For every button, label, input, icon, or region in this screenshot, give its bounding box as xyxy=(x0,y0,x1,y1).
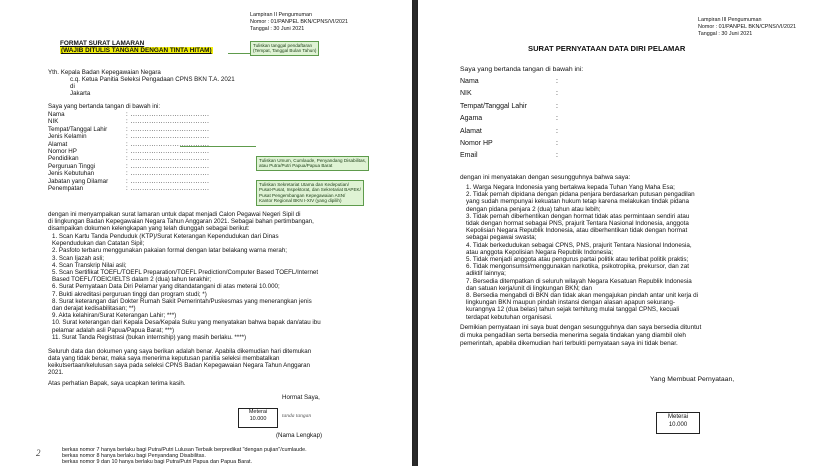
list-item: 6. Surat Pernyataan Data Diri Pelamar yang ditandatangani di atas meterai 10.000; xyxy=(52,283,280,291)
tanggal-label: Tanggal : 30 Juni 2021 xyxy=(250,26,305,32)
field-blank: : .................................. xyxy=(126,125,210,133)
thanks-line: Atas perhatian Bapak, saya ucapkan terima kasih. xyxy=(48,380,186,387)
field-blank: : .................................. xyxy=(126,162,210,170)
field-blank: : .................................. xyxy=(126,170,210,178)
lampiran-label: Lampiran III Pengumuman xyxy=(698,17,762,23)
field-label: Tempat/Tanggal Lahir xyxy=(48,125,108,133)
field-label: NIK xyxy=(460,90,472,98)
footnote: berkas nomor 9 dan 10 hanya berlaku bagi Putra/Putri Papua dan Papua Barat. xyxy=(62,459,252,465)
page-title: FORMAT SURAT LAMARAN xyxy=(60,40,145,47)
document-list xyxy=(52,233,321,341)
field-label: Agama xyxy=(460,115,483,123)
field-blank: : .................................. xyxy=(126,185,210,192)
body-line: disampaikan dokumen kelengkapan yang telah diunggah sebagai berikut: xyxy=(48,225,250,232)
surat-lamaran-page xyxy=(0,0,412,466)
list-item: 9. Akta kelahiran/Surat Keterangan Lahir; ***) xyxy=(52,312,177,320)
field-label: Tempat/Tanggal Lahir xyxy=(460,102,527,110)
field-blank: : .................................. xyxy=(126,111,210,118)
footnote-marker: 2 xyxy=(36,448,41,458)
closing-line: di muka pengadilan serta bersedia menerima segala tindakan yang diambil oleh xyxy=(460,332,686,339)
closing-line: data yang tidak benar, maka saya menerima keputusan panitia seleksi membatalkan xyxy=(48,355,280,362)
intro-text: Saya yang bertanda tangan di bawah ini: xyxy=(460,66,584,73)
nama-lengkap-label: (Nama Lengkap) xyxy=(276,432,323,439)
note-text: Pusat-Pusat, Inspektorat, dan Sekretariat BAPEK/ xyxy=(259,187,361,193)
list-item: atau anggota Kepolisian Negara Republik Indonesia; xyxy=(466,248,614,256)
list-item: 2. Tidak pernah dipidana dengan pidana penjara berdasarkan putusan pengadilan xyxy=(466,191,695,199)
field-colon: : xyxy=(556,152,558,160)
field-colon: : xyxy=(556,90,558,98)
list-item: dengan pidana penjara 2 (dua) tahun atau lebih; xyxy=(466,205,601,213)
field-blank: : .................................. xyxy=(126,140,210,148)
field-label: Nama xyxy=(48,111,65,118)
list-item: 4. Tidak berkedudukan sebagai CPNS, PNS, prajurit Tentara Nasional Indonesia, xyxy=(466,241,692,249)
list-item: 1. Scan Kartu Tanda Penduduk (KTP)/Surat Keterangan Kependudukan dari Dinas xyxy=(52,233,279,240)
field-label: Perguruan Tinggi xyxy=(48,162,96,170)
list-item: adiktif lainnya; xyxy=(466,270,506,278)
footnote: berkas nomor 7 hanya berlaku bagi Putra/Putri Lulusan Terbaik berpredikat "dengan pujian"/cumlaude. xyxy=(62,447,307,453)
list-item: terdapat kebutuhan organisasi. xyxy=(466,313,553,321)
meterai-value: 10.000 xyxy=(249,416,267,422)
list-item: 7. Bersedia ditempatkan di seluruh wilayah Negara Kesatuan Republik Indonesia xyxy=(466,277,692,285)
closing-line: 2021. xyxy=(48,369,64,376)
closing-line: pemerintah, apabila dikemudian hari terbukti pernyataan saya ini tidak benar. xyxy=(460,340,678,347)
address-line: Jakarta xyxy=(70,90,91,97)
field-colon: : xyxy=(556,115,558,123)
meterai-stamp xyxy=(656,412,700,434)
body-line: di lingkungan Badan Kepegawaian Negara Tahun Anggaran 2021. Sebagai bahan pertimbangan, xyxy=(48,218,314,225)
note-text: Tuliskan tanggal pendaftaran xyxy=(253,43,313,48)
closing-line: keikutsertaan/kelulusan saya pada seleksi CPNS Badan Kepegawaian Negara Tahun Anggaran xyxy=(48,362,310,369)
nomor-label: Nomor : 01/PANPEL BKN/CPNS/VI/2021 xyxy=(698,24,796,30)
field-label: NIK xyxy=(48,118,59,126)
field-label: Nomor HP xyxy=(48,148,77,155)
list-item: 8. Bersedia mengabdi di BKN dan tidak akan mengajukan pindah antar unit kerja di xyxy=(466,292,699,300)
yang-membuat-label: Yang Membuat Pernyataan, xyxy=(650,376,735,383)
meterai-label: Meterai xyxy=(248,409,268,415)
list-item: pelamar adalah asli Papua/Papua Barat; ***) xyxy=(52,326,175,334)
note-leader xyxy=(228,53,250,54)
field-blank: : .................................. xyxy=(126,133,210,141)
field-label: Nomor HP xyxy=(460,140,493,147)
list-item: yang sudah mempunyai kekuatan hukum tetap karena melakukan tindak pidana xyxy=(466,198,689,206)
list-item: Based TOEFL/TOEIC/IELTS dalam 2 (dua) tahun terakhir; xyxy=(52,276,212,284)
field-label: Penempatan xyxy=(48,185,84,192)
note-text: Kantor Regional BKN I-XIV (yang dipilih) xyxy=(259,198,342,204)
note-text: Tuliskan Umum, Cumlaude, Penyandang Disabilitas, xyxy=(259,158,367,163)
list-item: Kependudukan dan Catatan Sipil; xyxy=(52,240,145,248)
list-item: 1. Warga Negara Indonesia yang bertakwa kepada Tuhan Yang Maha Esa; xyxy=(466,184,675,191)
list-item: kurangnya 12 (dua belas) tahun sejak terhitung mulai tanggal CPNS, kecuali xyxy=(466,306,680,314)
list-item: 6. Tidak mengonsumsi/menggunakan narkotika, psikotropika, prekursor, dan zat xyxy=(466,263,689,271)
signature-placeholder: tanda tangan xyxy=(282,413,312,419)
field-blank: : .................................. xyxy=(126,155,210,163)
address-line: Yth. Kepala Badan Kepegawaian Negara xyxy=(48,69,161,76)
statement-list xyxy=(466,184,698,321)
list-item: 4. Scan Transkrip Nilai asli; xyxy=(52,261,127,269)
page-title: SURAT PERNYATAAN DATA DIRI PELAMAR xyxy=(528,44,686,53)
meterai-value: 10.000 xyxy=(668,422,688,428)
note-text: (Tempat, Tanggal Bulan Tahun) xyxy=(253,48,317,54)
body-line: dengan ini menyampaikan surat lamaran untuk dapat menjadi Calon Pegawai Negeri Sipil di xyxy=(48,211,301,218)
footnote: berkas nomor 8 hanya berlaku bagi Penyandang Disabilitas. xyxy=(62,453,206,459)
closing-line: Seluruh data dan dokumen yang saya berikan adalah benar. Apabila dikemudian hari ditemukan xyxy=(48,348,312,355)
list-item: 5. Scan Sertifikat TOEFL/TOEFL Preparation/TOEFL Prediction/Computer Based TOEFL/Internet xyxy=(52,269,319,277)
list-item: 10. Surat keterangan dari Kepala Desa/Kepala Suku yang menyatakan bahwa bapak dan/atau ibu xyxy=(52,319,321,327)
subtitle-highlight: (WAJIB DITULIS TANGAN DENGAN TINTA HITAM) xyxy=(61,47,212,54)
list-item: tidak dengan hormat sebagai PNS, prajurit Tentara Nasional Indonesia, anggota xyxy=(466,220,689,228)
field-colon: : xyxy=(556,140,558,147)
tanggal-label: Tanggal : 30 Juni 2021 xyxy=(698,31,753,37)
list-item: Kepolisian Negara Republik Indonesia, atau diberhentikan tidak dengan hormat xyxy=(466,227,688,235)
hormat-label: Hormat Saya, xyxy=(282,394,320,401)
list-item: 2. Pasfoto terbaru menggunakan pakaian formal dengan latar belakang warna merah; xyxy=(52,247,287,255)
note-text: Tuliskan Sekretariat Utama dan Kedeputian/ xyxy=(259,182,349,187)
note-text: Pusat Pengembangan Kepegawaian ASN/ xyxy=(259,192,346,198)
field-colon: : xyxy=(556,127,558,135)
list-item: sebagai pegawai swasta; xyxy=(466,234,537,242)
list-item: 7. Bukti akreditasi perguruan tinggi dan program studi; *) xyxy=(52,290,207,298)
field-label: Email xyxy=(460,152,478,160)
address-line: c.q. Ketua Panitia Seleksi Pengadaan CPNS BKN T.A. 2021 xyxy=(70,76,235,83)
list-item: 8. Surat keterangan dari Dokter Rumah Sakit Pemerintah/Puskesmas yang menerangkan jenis xyxy=(52,297,312,305)
intro-text: Saya yang bertanda tangan di bawah ini: xyxy=(48,103,161,110)
note-tanggal xyxy=(250,41,319,56)
list-item: lingkungan BKN maupun pindah instansi dengan alasan apapun sekurang- xyxy=(466,299,675,307)
field-label: Nama xyxy=(460,78,479,85)
list-item: 5. Tidak menjadi anggota atau pengurus partai politik atau terlibat politik praktis; xyxy=(466,256,689,264)
field-label: Alamat xyxy=(48,140,68,148)
statement-intro: dengan ini menyatakan dengan sesungguhnya bahwa saya: xyxy=(460,174,631,181)
list-item: 11. Surat Tanda Registrasi (bukan internship) yang masih berlaku. ****) xyxy=(52,333,247,341)
field-blank: : .................................. xyxy=(126,177,210,185)
note-text: atau Putra/Putri Papua/Papua Barat xyxy=(259,163,333,169)
list-item: dan satuan kerja/unit di lingkungan BKN; dan xyxy=(466,284,593,292)
address-line: di xyxy=(70,83,75,90)
list-item: 3. Tidak pernah diberhentikan dengan hormat tidak atas permintaan sendiri atau xyxy=(466,212,690,220)
list-item: dan derajat kedisabilitasan; **) xyxy=(52,305,136,313)
field-colon: : xyxy=(556,102,558,110)
nomor-label: Nomor : 01/PANPEL BKN/CPNS/VI/2021 xyxy=(250,19,348,25)
field-label: Pendidikan xyxy=(48,155,79,163)
field-label: Jenis Kelamin xyxy=(48,133,87,141)
page-subtitle xyxy=(60,47,213,54)
list-item: 3. Scan Ijazah asli; xyxy=(52,254,104,262)
note-penempatan xyxy=(256,180,364,206)
surat-pernyataan-page xyxy=(418,0,830,466)
field-label: Alamat xyxy=(460,127,482,135)
field-blank: : .................................. xyxy=(126,148,210,155)
field-label: Jenis Kebutuhan xyxy=(48,170,95,178)
field-colon: : xyxy=(556,78,558,85)
meterai-stamp xyxy=(238,408,278,428)
meterai-label: Meterai xyxy=(667,414,688,420)
closing-line: Demikian pernyataan ini saya buat dengan sesungguhnya dan saya bersedia dituntut xyxy=(460,324,702,331)
note-pendidikan xyxy=(256,156,369,171)
field-label: Jabatan yang Dilamar xyxy=(48,177,109,185)
note-leader xyxy=(180,146,256,147)
field-blank: : .................................. xyxy=(126,118,210,126)
lampiran-label: Lampiran II Pengumuman xyxy=(250,12,313,18)
